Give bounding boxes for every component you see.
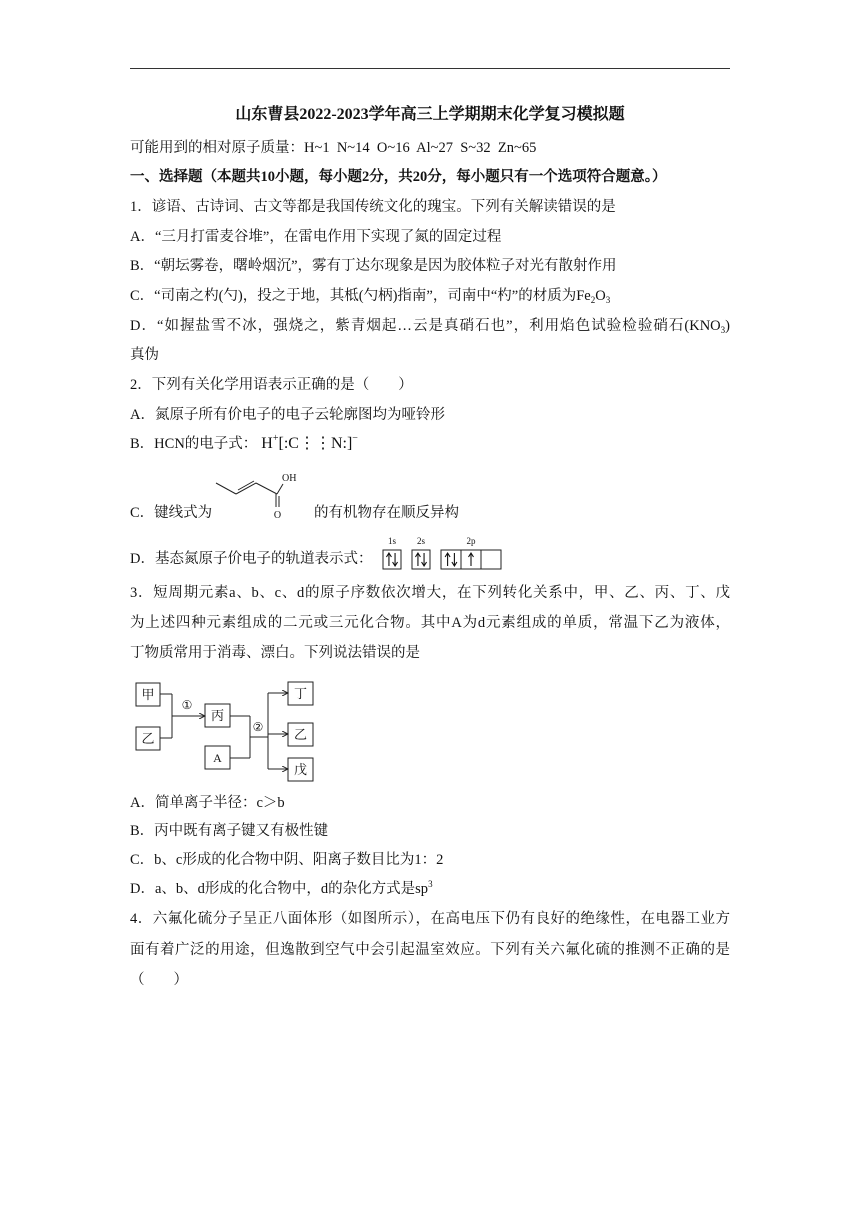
hcn-hydrogen: H [261, 435, 273, 452]
q1-option-d-subscript: 3 [720, 325, 726, 335]
hcn-cn-bracket: [:C⋮⋮N:] [278, 435, 353, 452]
q1-option-c [130, 286, 610, 306]
hcn-hydrogen-charge: + [272, 433, 279, 444]
q3-option-d-superscript: 3 [428, 879, 433, 889]
q1-option-d-continuation: 真伪 [130, 347, 159, 363]
orbital-box [383, 550, 401, 569]
spin-up-arrow [445, 553, 450, 566]
q4-stem-line-3: （ ） [130, 972, 188, 988]
orbital-label: 1s [387, 536, 397, 546]
box-bing-label: 丙 [210, 708, 225, 723]
q1-option-c-text: C．“司南之杓(勺)，投之于地，其柢(勺柄)指南”，司南中“杓”的材质为Fe [130, 288, 591, 304]
q3-option-c: C．b、c形成的化合物中阴、阳离子数目比为1：2 [130, 852, 444, 868]
q2-option-c-before: C．键线式为 [130, 505, 213, 521]
box-wu-label: 戊 [293, 762, 308, 777]
q3-stem-line-3: 丁物质常用于消毒、漂白。下列说法错误的是 [130, 645, 420, 661]
hcn-cn-charge: − [352, 433, 358, 444]
bond [236, 483, 256, 494]
bond-to-hydroxyl [277, 484, 283, 494]
q1-option-c-subscript: 3 [605, 295, 611, 305]
hcn-electron-formula [261, 435, 358, 452]
spin-down-arrow [422, 553, 427, 566]
q1-option-d-text: D．“如握盐雪不冰，强烧之，紫青烟起…云是真硝石也”，利用焰色试验检验硝石(KNO [130, 318, 721, 334]
step-2-label: ② [252, 720, 264, 734]
q2-option-b [130, 434, 358, 454]
carbonyl-oxygen-label: O [273, 510, 282, 521]
orbital-box [441, 550, 461, 569]
q1-option-b: B．“朝坛雾卷，曙岭烟沉”，雾有丁达尔现象是因为胶体粒子对光有散射作用 [130, 258, 617, 274]
section-heading: 一、选择题（本题共10小题，每小题2分，共20分，每小题只有一个选项符合题意。） [130, 169, 667, 185]
q1-option-a: A．“三月打雷麦谷堆”，在雷电作用下实现了氮的固定过程 [130, 229, 502, 245]
spin-down-arrow [393, 553, 398, 566]
q4-stem-line-2: 面有着广泛的用途，但逸散到空气中会引起温室效应。下列有关六氟化硫的推测不正确的是 [130, 942, 730, 958]
q3-option-d [130, 879, 433, 899]
box-yi-product-label: 乙 [293, 727, 308, 742]
q1-option-d-close: ) [725, 318, 730, 334]
q1-option-c-subscript: 2 [590, 295, 596, 305]
box-ding-label: 丁 [293, 686, 308, 701]
spin-up-arrow [469, 553, 474, 566]
orbital-box [481, 550, 501, 569]
q3-option-a: A．简单离子半径：c＞b [130, 795, 285, 811]
q3-stem-line-2: 为上述四种元素组成的二元或三元化合物。其中A为d元素组成的单质，常温下乙为液体， [130, 615, 730, 631]
q3-stem-line-1: 3．短周期元素a、b、c、d的原子序数依次增大，在下列转化关系中，甲、乙、丙、丁、戊 [130, 585, 730, 601]
header-rule [130, 68, 730, 69]
step-1-label: ① [181, 698, 193, 712]
bond [256, 483, 277, 494]
box-yi-label: 乙 [141, 731, 155, 746]
q2-option-d-text: D．基态氮原子价电子的轨道表示式： [130, 551, 373, 567]
spin-up-arrow [415, 553, 420, 566]
hydroxyl-label: OH [282, 473, 297, 484]
q2-option-b-text: B．HCN的电子式： [130, 436, 258, 452]
q1-option-d [130, 316, 730, 336]
q2-stem: 2．下列有关化学用语表示正确的是（ ） [130, 377, 413, 393]
spin-down-arrow [452, 553, 457, 566]
q3-option-b: B．丙中既有离子键又有极性键 [130, 823, 329, 839]
q3-option-d-text: D．a、b、d形成的化合物中，d的杂化方式是sp [130, 881, 429, 897]
box-a-label: A [213, 751, 222, 765]
skeletal-structure-diagram [205, 468, 305, 523]
orbital-box [412, 550, 430, 569]
q1-option-c-oxygen: O [595, 288, 606, 304]
page-title: 山东曹县2022-2023学年高三上学期期末化学复习模拟题 [235, 106, 625, 123]
q2-option-c-after: 的有机物存在顺反异构 [314, 505, 459, 521]
box-jia-label: 甲 [141, 687, 155, 702]
bond [216, 483, 236, 494]
orbital-label: 2s [416, 536, 426, 546]
orbital-label: 2p [466, 536, 476, 546]
q1-stem: 1．谚语、古诗词、古文等都是我国传统文化的瑰宝。下列有关解读错误的是 [130, 199, 616, 215]
spin-up-arrow [386, 553, 391, 566]
orbital-diagram [378, 533, 508, 573]
atomic-masses: 可能用到的相对原子质量：H~1 N~14 O~16 Al~27 S~32 Zn~65 [130, 140, 537, 156]
conversion-diagram [130, 670, 330, 790]
q4-stem-line-1: 4．六氟化硫分子呈正八面体形（如图所示），在高电压下仍有良好的绝缘性，在电器工业方 [130, 911, 730, 927]
q2-option-a: A．氮原子所有价电子的电子云轮廓图均为哑铃形 [130, 407, 445, 423]
